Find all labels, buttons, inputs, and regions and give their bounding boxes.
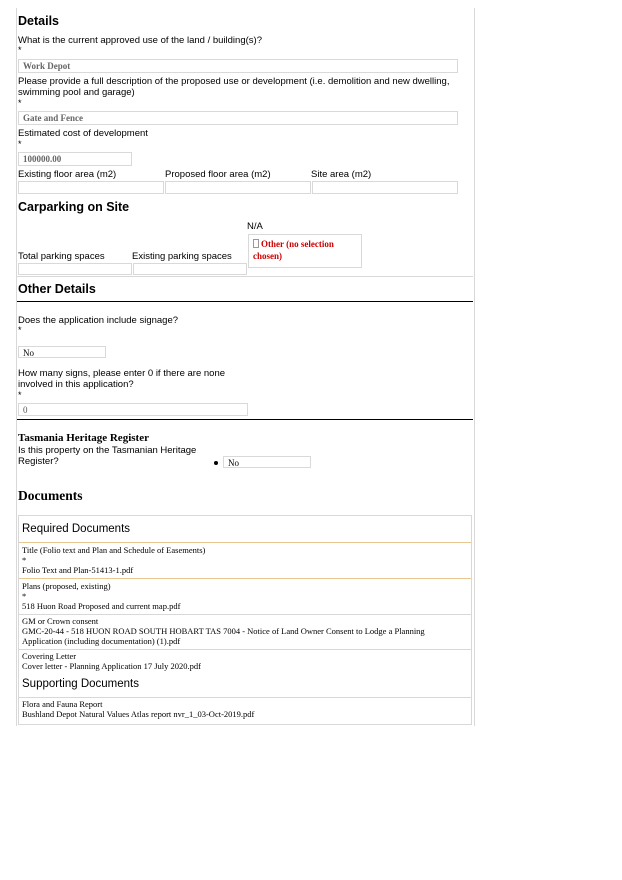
cost-label: Estimated cost of development: [18, 128, 148, 139]
required-marker: *: [18, 98, 22, 108]
document-title: Plans (proposed, existing): [22, 581, 111, 591]
document-row: [19, 614, 471, 650]
document-title: Flora and Fauna Report: [22, 699, 103, 709]
signs-count-field[interactable]: 0: [18, 403, 248, 416]
required-documents-heading: Required Documents: [22, 523, 131, 535]
required-marker: *: [18, 325, 22, 335]
divider: [17, 301, 473, 302]
document-file-link[interactable]: Cover letter - Planning Application 17 July 2020.pdf: [22, 661, 201, 671]
existing-parking-field[interactable]: [133, 263, 247, 275]
current-use-field[interactable]: Work Depot: [18, 59, 458, 73]
total-parking-field[interactable]: [18, 263, 132, 275]
document-title: Title (Folio text and Plan and Schedule of Easements): [22, 545, 206, 555]
document-row: [19, 649, 471, 673]
other-option[interactable]: [248, 234, 362, 268]
required-marker: *: [22, 591, 27, 601]
required-marker: *: [18, 139, 22, 149]
description-field[interactable]: Gate and Fence: [18, 111, 458, 125]
signage-field[interactable]: No: [18, 346, 106, 358]
na-label: N/A: [247, 221, 263, 232]
document-row: [19, 578, 471, 615]
document-file-link[interactable]: Folio Text and Plan-51413-1.pdf: [22, 565, 134, 575]
proposed-floor-label: Proposed floor area (m2): [165, 169, 271, 180]
document-row: [19, 697, 471, 723]
details-heading: Details: [18, 14, 59, 28]
other-details-heading: Other Details: [18, 282, 96, 296]
document-row: [19, 542, 471, 579]
required-marker: *: [18, 45, 22, 55]
supporting-documents-heading: Supporting Documents: [22, 678, 139, 690]
site-area-field[interactable]: [312, 181, 458, 194]
divider: [17, 419, 473, 420]
required-marker: *: [22, 555, 27, 565]
checkbox-icon: [253, 239, 259, 248]
divider: [17, 276, 473, 277]
cost-field[interactable]: 100000.00: [18, 152, 132, 166]
heritage-heading: Tasmania Heritage Register: [18, 432, 149, 444]
bullet-icon: [214, 461, 218, 465]
site-area-label: Site area (m2): [311, 169, 372, 180]
document-title: GM or Crown consent: [22, 616, 99, 626]
heritage-field[interactable]: No: [223, 456, 311, 468]
existing-floor-label: Existing floor area (m2): [18, 169, 117, 180]
carparking-heading: Carparking on Site: [18, 200, 130, 214]
heritage-question: Is this property on the Tasmanian Heritage Register?: [18, 445, 197, 467]
documents-heading: Documents: [18, 488, 83, 503]
current-use-question: What is the current approved use of the land / building(s)?: [18, 35, 262, 46]
document-file-link[interactable]: 518 Huon Road Proposed and current map.pdf: [22, 601, 181, 611]
existing-parking-label: Existing parking spaces: [132, 251, 232, 262]
signs-count-question: How many signs, please enter 0 if there are none involved in this application?: [18, 368, 226, 390]
required-marker: *: [18, 390, 22, 400]
other-option-label: Other (no selection chosen): [253, 239, 334, 261]
existing-floor-field[interactable]: [18, 181, 164, 194]
proposed-floor-field[interactable]: [165, 181, 311, 194]
document-title: Covering Letter: [22, 651, 77, 661]
documents-panel: [18, 515, 472, 725]
document-file-link[interactable]: Bushland Depot Natural Values Atlas report nvr_1_03-Oct-2019.pdf: [22, 709, 255, 719]
description-question: Please provide a full description of the proposed use or development (i.e. demolition and new dwelling, swimming pool and garage): [18, 76, 450, 98]
document-file-link[interactable]: GMC-20-44 - 518 HUON ROAD SOUTH HOBART TAS 7004 - Notice of Land Owner Consent to Lodge a Planning Application (including documentation) (1).pdf: [22, 626, 425, 646]
total-parking-label: Total parking spaces: [18, 251, 105, 262]
signage-question: Does the application include signage?: [18, 315, 179, 326]
